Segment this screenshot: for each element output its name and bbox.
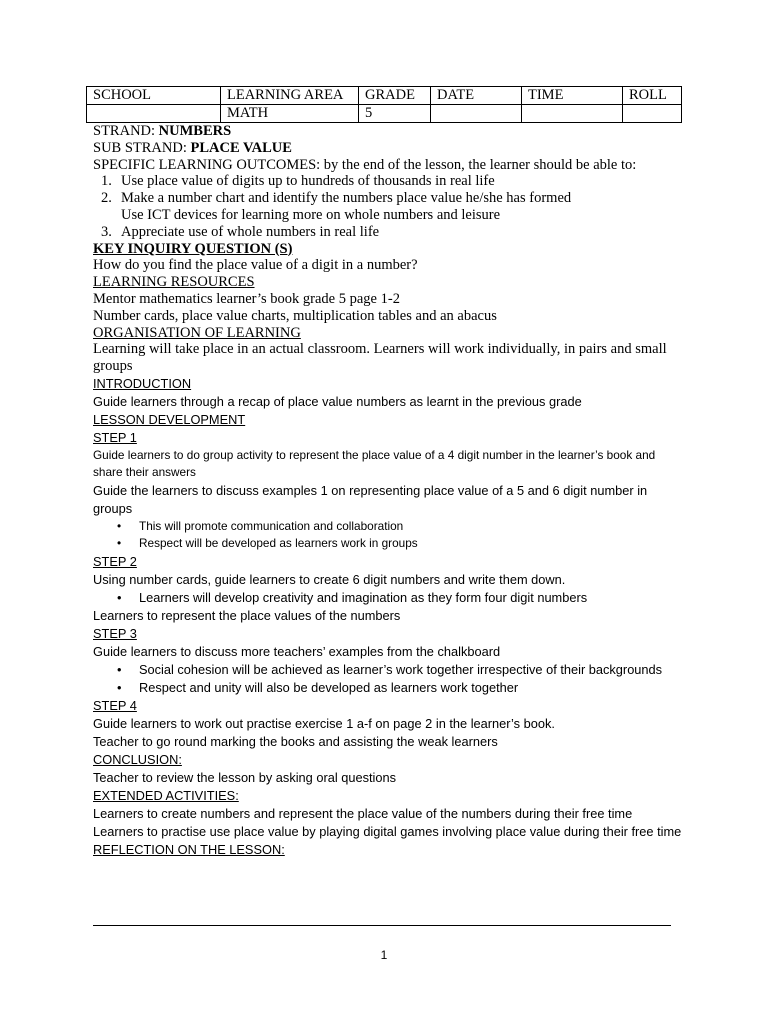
header-cell-learning-area: LEARNING AREA (221, 87, 359, 105)
bullet-text: Learners will develop creativity and imagination as they form four digit numbers (139, 589, 588, 605)
header-cell-school: SCHOOL (87, 87, 221, 105)
value-cell-roll (623, 105, 682, 123)
bullet-item (117, 535, 683, 553)
bullet-item (117, 518, 683, 536)
outcomes-list (93, 173, 683, 240)
outcome-number: 2. (101, 190, 112, 207)
outcome-number: 1. (101, 173, 112, 190)
value-cell-grade: 5 (359, 105, 431, 123)
reflection-heading: REFLECTION ON THE LESSON: (93, 841, 285, 857)
outcome-text: Make a number chart and identify the numbers place value he/she has formed (121, 190, 572, 207)
outcome-text: Use ICT devices for learning more on whole numbers and leisure (121, 206, 501, 223)
step3-heading: STEP 3 (93, 625, 137, 641)
bullet-text: This will promote communication and collaboration (139, 518, 404, 533)
extended-text: Learners to create numbers and represent the place value of the numbers during their free time (93, 805, 633, 821)
sub-strand-line (93, 140, 683, 157)
bullet-icon: • (117, 589, 122, 605)
outcome-item (101, 223, 683, 241)
value-cell-school (87, 105, 221, 123)
inquiry-heading: KEY INQUIRY QUESTION (S) (93, 240, 293, 257)
header-cell-date: DATE (431, 87, 522, 105)
sub-strand-label: SUB STRAND: (93, 139, 191, 156)
bullet-icon: • (117, 518, 122, 533)
resources-line: Number cards, place value charts, multiplication tables and an abacus (93, 307, 497, 324)
conclusion-text: Teacher to review the lesson by asking oral questions (93, 769, 397, 785)
value-cell-date (431, 105, 522, 123)
step4-text: Teacher to go round marking the books and assisting the weak learners (93, 733, 498, 749)
strand-label: STRAND: (93, 123, 159, 139)
outcomes-intro: SPECIFIC LEARNING OUTCOMES: by the end of the lesson, the learner should be able to: (93, 156, 637, 173)
step4-heading: STEP 4 (93, 697, 137, 713)
step3-bullets (93, 661, 683, 697)
extended-heading: EXTENDED ACTIVITIES: (93, 787, 239, 803)
step2-heading: STEP 2 (93, 553, 137, 569)
introduction-heading: INTRODUCTION (93, 375, 192, 391)
outcome-text: Appreciate use of whole numbers in real life (121, 223, 380, 240)
organisation-text: Learning will take place in an actual classroom. Learners will work individually, in pairs and small groups (93, 341, 667, 375)
strand-line (93, 123, 683, 140)
header-table-row (87, 87, 682, 105)
step1-text: Guide the learners to discuss examples 1 on representing place value of a 5 and 6 digit number in groups (93, 482, 648, 516)
step2-bullets (93, 589, 683, 607)
conclusion-heading: CONCLUSION: (93, 751, 182, 767)
outcome-item (121, 207, 683, 224)
header-cell-grade: GRADE (359, 87, 431, 105)
outcome-item (101, 173, 683, 190)
header-cell-time: TIME (522, 87, 623, 105)
value-cell-time (522, 105, 623, 123)
bullet-icon: • (117, 679, 122, 695)
extended-text: Learners to practise use place value by playing digital games involving place value during their free time (93, 823, 682, 839)
resources-line: Mentor mathematics learner’s book grade 5 page 1-2 (93, 290, 400, 307)
outcome-item (101, 190, 683, 207)
sub-strand-value: PLACE VALUE (190, 139, 292, 156)
development-heading: LESSON DEVELOPMENT (93, 411, 246, 427)
resources-heading: LEARNING RESOURCES (93, 274, 255, 291)
step1-text: Guide learners to do group activity to represent the place value of a 4 digit number in the learner’s book and share their answers (93, 447, 656, 480)
bullet-item (117, 661, 683, 679)
outcome-number: 3. (101, 223, 112, 240)
step3-text: Guide learners to discuss more teachers’ examples from the chalkboard (93, 643, 501, 659)
header-table-row (87, 105, 682, 123)
inquiry-text: How do you find the place value of a digit in a number? (93, 257, 418, 274)
organisation-heading: ORGANISATION OF LEARNING (93, 324, 301, 341)
bullet-item (117, 589, 683, 607)
reflection-answer-line (93, 925, 671, 926)
lesson-steps (93, 375, 683, 859)
bullet-text: Respect and unity will also be developed as learners work together (139, 679, 519, 695)
introduction-text: Guide learners through a recap of place value numbers as learnt in the previous grade (93, 393, 582, 409)
lesson-plan-body (93, 123, 683, 859)
bullet-icon: • (117, 661, 122, 677)
value-cell-learning-area: MATH (221, 105, 359, 123)
step4-text: Guide learners to work out practise exercise 1 a-f on page 2 in the learner’s book. (93, 715, 555, 731)
step2-text: Using number cards, guide learners to create 6 digit numbers and write them down. (93, 571, 566, 587)
bullet-icon: • (117, 536, 122, 551)
strand-value: NUMBERS (158, 123, 232, 139)
outcome-text: Use place value of digits up to hundreds of thousands in real life (121, 173, 495, 190)
page-number: 1 (380, 948, 388, 962)
bullet-item (117, 679, 683, 697)
header-cell-roll: ROLL (623, 87, 682, 105)
step2-text: Learners to represent the place values of the numbers (93, 607, 401, 623)
bullet-text: Respect will be developed as learners work in groups (139, 536, 418, 551)
step1-bullets (93, 518, 683, 553)
step1-heading: STEP 1 (93, 429, 137, 445)
header-table (86, 86, 682, 123)
bullet-text: Social cohesion will be achieved as learner’s work together irrespective of their backgrounds (139, 661, 663, 677)
